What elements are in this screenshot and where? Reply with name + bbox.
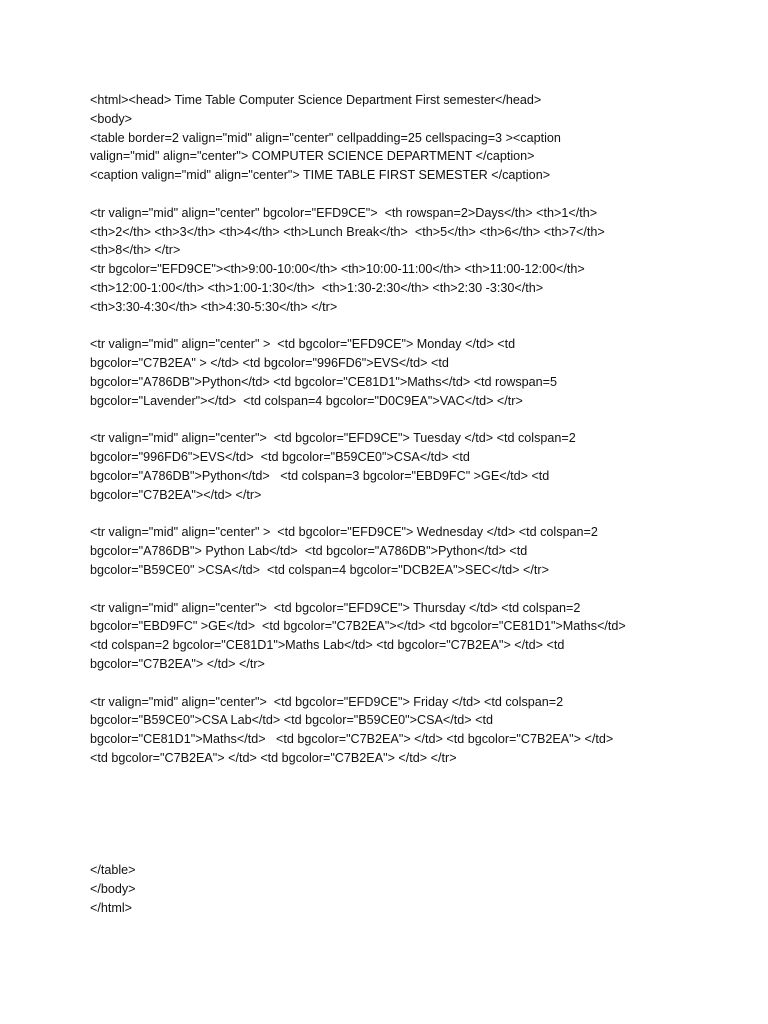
text-line: bgcolor="C7B2EA"></td> </tr> xyxy=(90,487,262,502)
monday-row-block xyxy=(90,335,690,410)
text-line: bgcolor="996FD6">EVS</td> <td bgcolor="B59CE0">CSA</td> <td xyxy=(90,450,470,465)
text-line: </body> xyxy=(90,882,136,897)
text-line: <tr valign="mid" align="center"> <td bgcolor="EFD9CE"> Thursday </td> <td colspan=2 xyxy=(90,600,581,615)
text-line: <th>3:30-4:30</th> <th>4:30-5:30</th> </tr> xyxy=(90,299,338,314)
text-line: bgcolor="B59CE0">CSA Lab</td> <td bgcolor="B59CE0">CSA</td> <td xyxy=(90,713,493,728)
text-line: <table border=2 valign="mid" align="center" cellpadding=25 cellspacing=3 ><caption xyxy=(90,130,561,145)
footer-block xyxy=(90,861,690,917)
wednesday-row-block xyxy=(90,523,690,579)
text-line: <html><head> Time Table Computer Science Department First semester</head> xyxy=(90,93,542,107)
text-line: <th>12:00-1:00</th> <th>1:00-1:30</th> <th>1:30-2:30</th> <th>2:30 -3:30</th> xyxy=(90,280,544,295)
header-block xyxy=(90,91,690,185)
tuesday-row-block xyxy=(90,429,690,504)
text-line: bgcolor="C7B2EA"> </td> </tr> xyxy=(90,656,265,671)
header-rows-block xyxy=(90,204,690,317)
text-line: bgcolor="Lavender"></td> <td colspan=4 bgcolor="D0C9EA">VAC</td> </tr> xyxy=(90,393,523,408)
text-line: bgcolor="C7B2EA" > </td> <td bgcolor="996FD6">EVS</td> <td xyxy=(90,356,449,371)
text-line: bgcolor="B59CE0" >CSA</td> <td colspan=4 bgcolor="DCB2EA">SEC</td> </tr> xyxy=(90,562,549,577)
document-text xyxy=(90,91,690,937)
text-line: bgcolor="CE81D1">Maths</td> <td bgcolor="C7B2EA"> </td> <td bgcolor="C7B2EA"> </td> xyxy=(90,732,614,747)
text-line: <tr valign="mid" align="center" > <td bgcolor="EFD9CE"> Wednesday </td> <td colspan=2 xyxy=(90,525,598,540)
thursday-row-block xyxy=(90,599,690,674)
text-line: bgcolor="A786DB">Python</td> <td bgcolor="CE81D1">Maths</td> <td rowspan=5 xyxy=(90,374,558,389)
text-line: </table> xyxy=(90,863,136,878)
text-line: <td colspan=2 bgcolor="CE81D1">Maths Lab</td> <td bgcolor="C7B2EA"> </td> <td xyxy=(90,638,565,653)
text-line: bgcolor="A786DB"> Python Lab</td> <td bgcolor="A786DB">Python</td> <td xyxy=(90,544,528,559)
text-line: <tr valign="mid" align="center" bgcolor="EFD9CE"> <th rowspan=2>Days</th> <th>1</th> xyxy=(90,205,598,220)
text-line: <tr valign="mid" align="center"> <td bgcolor="EFD9CE"> Tuesday </td> <td colspan=2 xyxy=(90,431,576,446)
text-line: <caption valign="mid" align="center"> TIME TABLE FIRST SEMESTER </caption> xyxy=(90,168,551,183)
text-line: bgcolor="A786DB">Python</td> <td colspan=3 bgcolor="EBD9FC" >GE</td> <td xyxy=(90,468,550,483)
text-line: <td bgcolor="C7B2EA"> </td> <td bgcolor="C7B2EA"> </td> </tr> xyxy=(90,750,457,765)
text-line: <tr bgcolor="EFD9CE"><th>9:00-10:00</th> <th>10:00-11:00</th> <th>11:00-12:00</th> xyxy=(90,262,585,277)
text-line: valign="mid" align="center"> COMPUTER SCIENCE DEPARTMENT </caption> xyxy=(90,149,535,164)
text-line: <th>2</th> <th>3</th> <th>4</th> <th>Lunch Break</th> <th>5</th> <th>6</th> <th>7</th> xyxy=(90,224,605,239)
text-line: <th>8</th> </tr> xyxy=(90,243,181,258)
text-line: <tr valign="mid" align="center"> <td bgcolor="EFD9CE"> Friday </td> <td colspan=2 xyxy=(90,694,564,709)
text-line: </html> xyxy=(90,901,132,916)
friday-row-block xyxy=(90,693,690,768)
text-line: bgcolor="EBD9FC" >GE</td> <td bgcolor="C7B2EA"></td> <td bgcolor="CE81D1">Maths</td> xyxy=(90,619,626,634)
text-line: <tr valign="mid" align="center" > <td bgcolor="EFD9CE"> Monday </td> <td xyxy=(90,337,516,352)
text-line: <body> xyxy=(90,111,133,126)
blank-gap xyxy=(90,786,690,861)
